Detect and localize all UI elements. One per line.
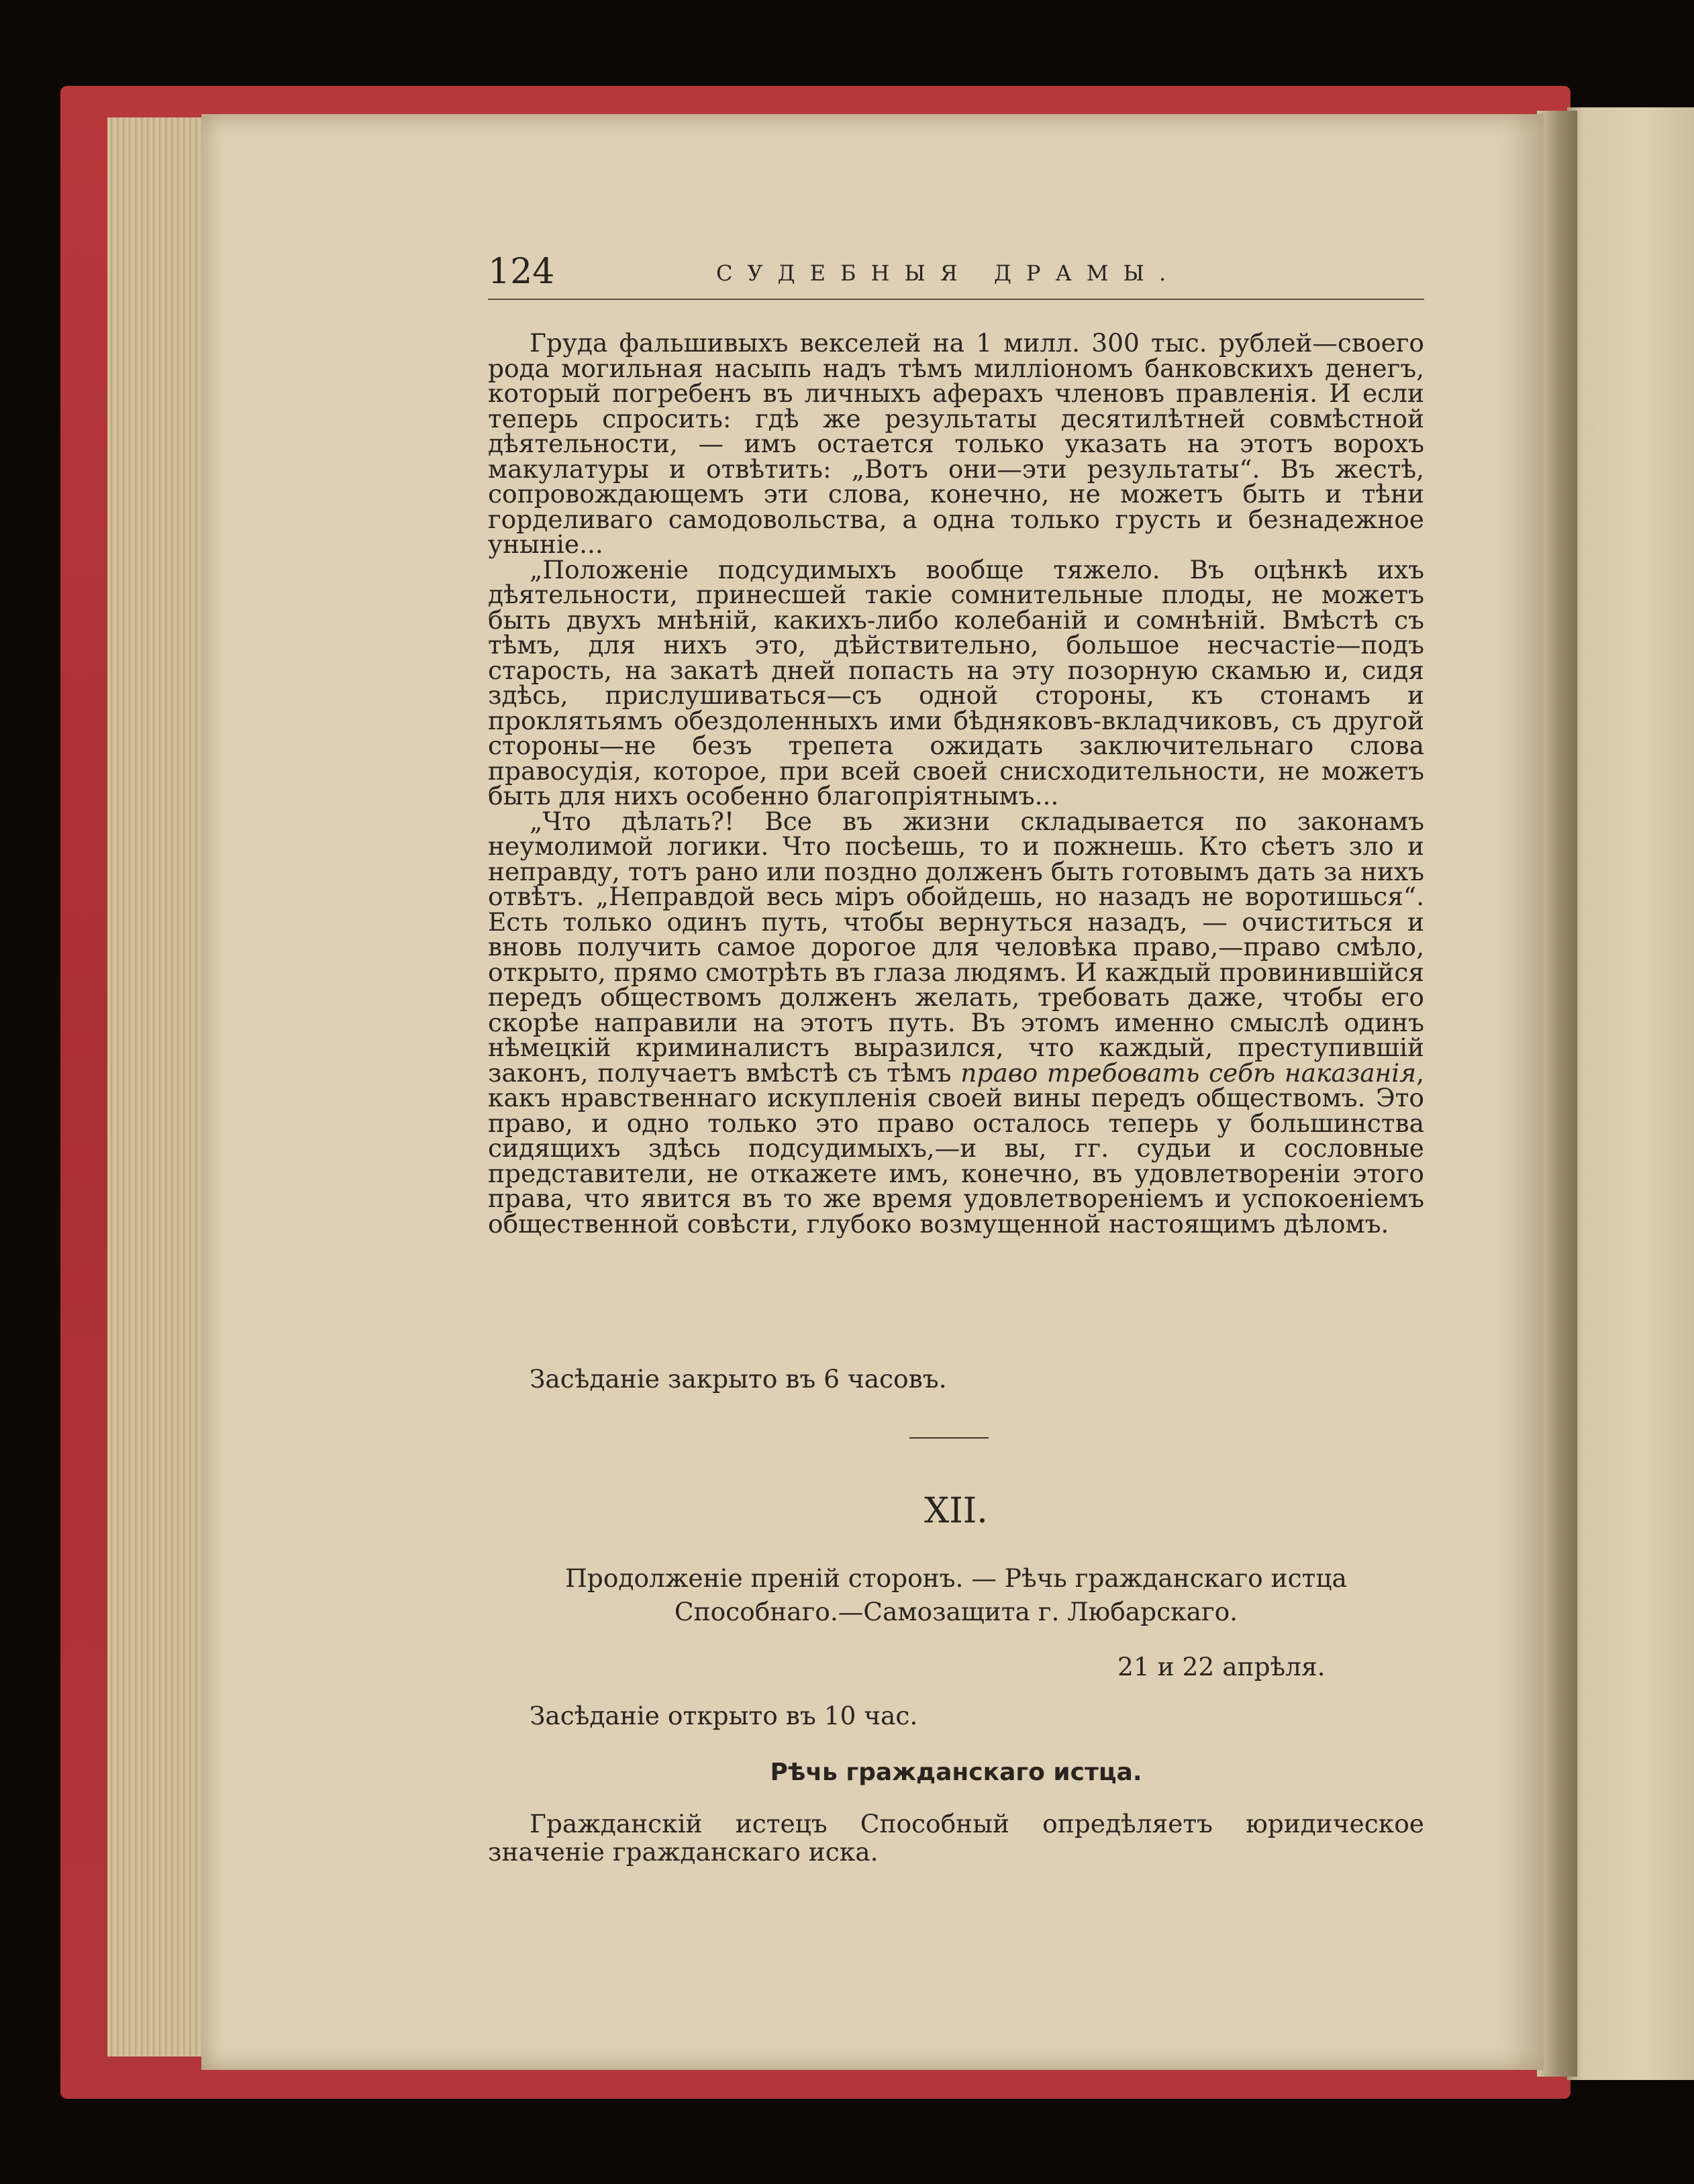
running-title: СУДЕБНЫЯ ДРАМЫ. (716, 260, 1181, 286)
session-closed-line: Засѣданіе закрыто въ 6 часовъ. (530, 1364, 947, 1394)
body-text (488, 328, 1424, 1239)
speech-heading: Рѣчь гражданскаго истца. (770, 1759, 1142, 1786)
page-number: 124 (488, 252, 555, 292)
paragraph-2: „Положеніе подсудимыхъ вообще тяжело. Въ оцѣнкѣ ихъ дѣятельности, принесшей такіе сомнительные плоды, не можетъ быть двухъ мнѣній, какихъ-либо колебаній и сомнѣній. Вмѣстѣ съ тѣмъ, для нихъ это, дѣйствительно, большое несчастіе—подъ старость, на закатѣ дней попасть на эту позорную скамью и, сидя здѣсь, прислушиваться—съ одной стороны, къ стонамъ и проклятьямъ обездоленныхъ ими бѣдняковъ-вкладчиковъ, съ другой стороны—не безъ трепета ожидать заключительнаго слова правосудія, которое, при всей своей снисходительности, не можетъ быть для нихъ особенно благопріятнымъ... (488, 554, 1424, 811)
paragraph-3 (488, 806, 1424, 1239)
page-edges (107, 117, 208, 2057)
paragraph-3-text: „Что дѣлать?! Все въ жизни складывается по законамъ неумолимой логики. Что посѣешь, то и пожнешь. Кто сѣетъ зло и неправду, тотъ рано или поздно долженъ быть готовымъ дать за нихъ отвѣтъ. „Неправдой весь міръ обойдешь, но назадъ не воротишься“. Есть только одинъ путь, чтобы вернуться назадъ, — очиститься и вновь получить самое дорогое для человѣка право,—право смѣло, открыто, прямо смотрѣть въ глаза людямъ. И каждый провинившійся передъ обществомъ долженъ желать, требовать даже, чтобы его скорѣе направили на этотъ путь. Въ этомъ именно смыслѣ одинъ нѣмецкій криминалистъ выразился, что каждый, преступившій законъ, получаетъ вмѣстѣ съ тѣмъ (488, 806, 1424, 1088)
facing-page (1567, 107, 1694, 2080)
final-paragraph-text: Гражданскій истецъ Способный опредѣляетъ юридическое значеніе гражданскаго иска. (488, 1809, 1424, 1867)
session-opened-line: Засѣданіе открыто въ 10 час. (530, 1701, 918, 1730)
section-divider (909, 1437, 989, 1439)
final-paragraph (488, 1810, 1424, 1866)
chapter-summary: Продолженіе преній сторонъ. — Рѣчь гражданскаго истца Способнаго.—Самозащита г. Любарскаго. (565, 1563, 1347, 1626)
page-header (488, 252, 1424, 300)
session-date: 21 и 22 апрѣля. (1117, 1652, 1326, 1681)
chapter-number: XII. (924, 1491, 988, 1531)
italic-phrase: право требовать себѣ наказанія (960, 1057, 1417, 1088)
paragraph-3-tail: , какъ нравственнаго искупленія своей вины передъ обществомъ. Это право, и одно только это право осталось теперь у большинства сидящихъ здѣсь подсудимыхъ,—и вы, гг. судьи и сословные представители, не откажете имъ, конечно, въ удовлетвореніи этого права, что явится въ то же время удовлетвореніемъ и успокоеніемъ общественной совѣсти, глубоко возмущенной настоящимъ дѣломъ. (488, 1057, 1424, 1239)
paragraph-1: Груда фальшивыхъ векселей на 1 милл. 300 тыс. рублей—своего рода могильная насыпь надъ тѣмъ милліономъ банковскихъ денегъ, который погребенъ въ личныхъ аферахъ членовъ правленія. И если теперь спросить: гдѣ же результаты десятилѣтней совмѣстной дѣятельности, — имъ остается только указать на этотъ ворохъ макулатуры и отвѣтить: „Вотъ они—эти результаты“. Въ жестѣ, сопровождающемъ эти слова, конечно, не можетъ быть и тѣни горделиваго самодовольства, а одна только грусть и безнадежное уныніе... (488, 328, 1424, 559)
